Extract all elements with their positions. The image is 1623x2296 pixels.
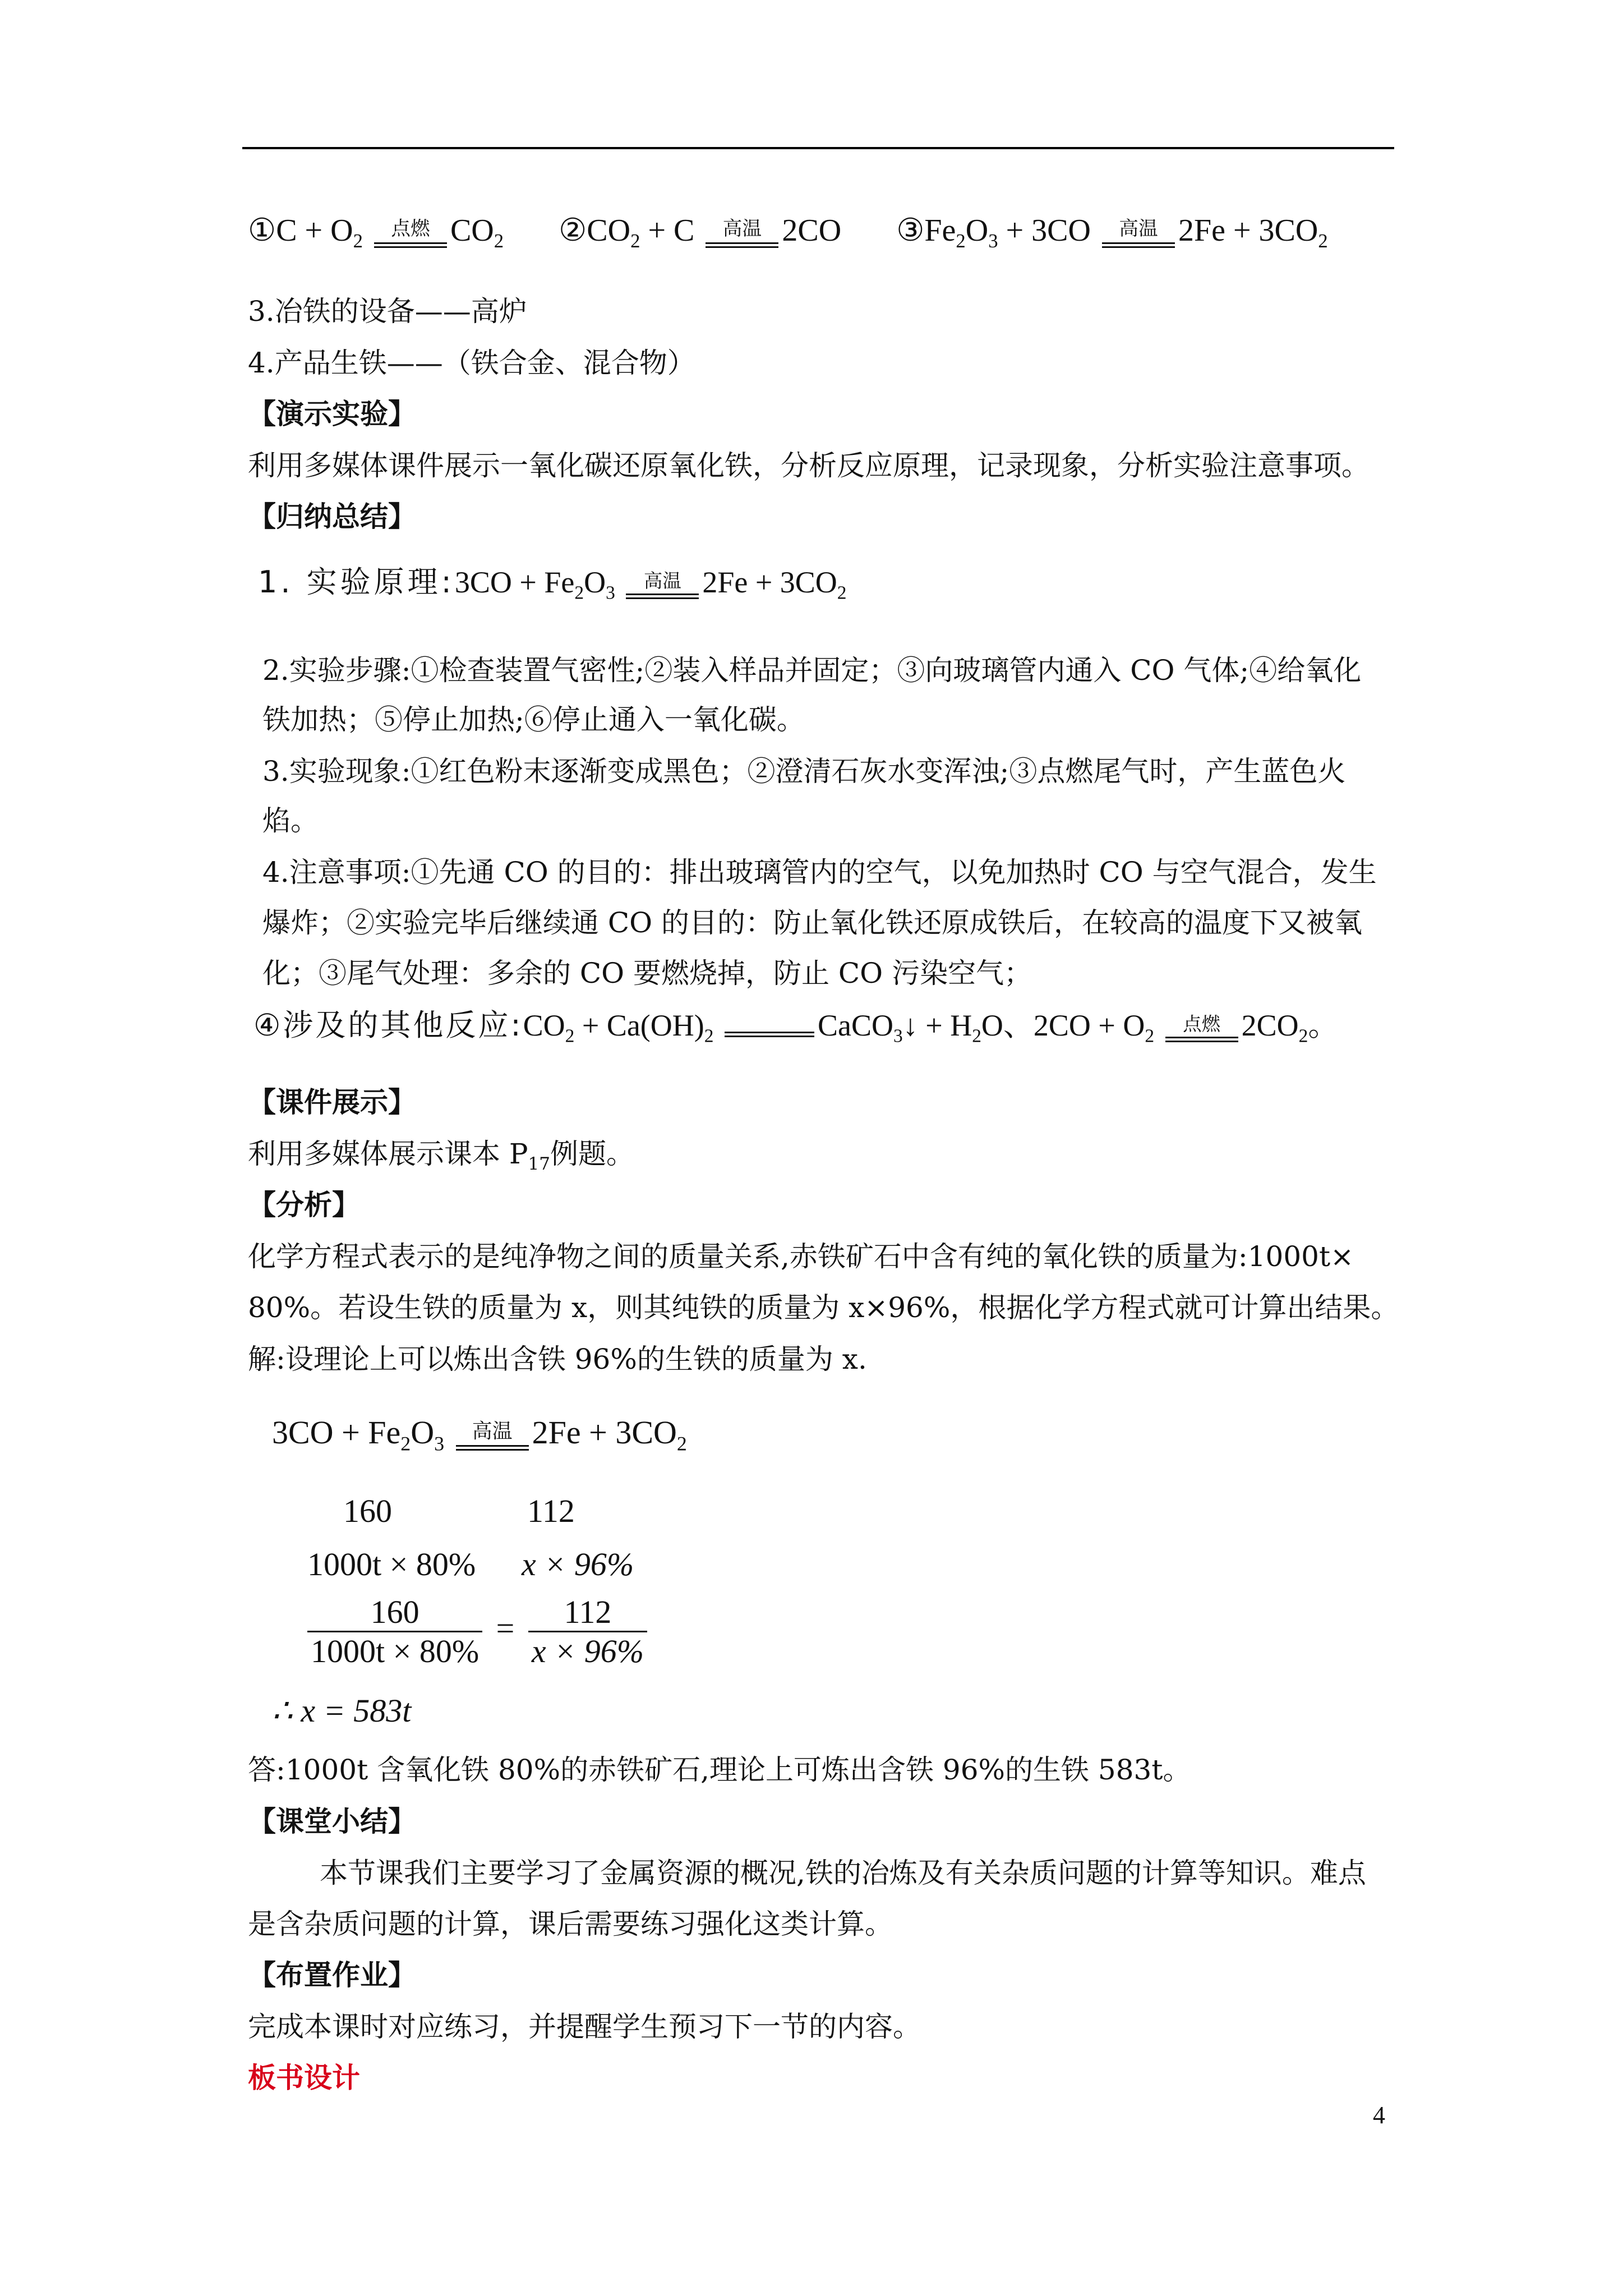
- demo-heading: 【演示实验】: [248, 397, 416, 430]
- class-summary-heading: 【课堂小结】: [248, 1805, 416, 1838]
- calc-result: ∴ x = 583t: [272, 1692, 412, 1729]
- notes-line-3: 化；③尾气处理：多余的 CO 要燃烧掉，防止 CO 污染空气；: [262, 957, 1032, 990]
- homework-heading: 【布置作业】: [248, 1958, 416, 1991]
- calc-quantity-ore: 1000t × 80%: [307, 1546, 476, 1582]
- header-rule: [242, 147, 1394, 149]
- analysis-line-3: 解:设理论上可以炼出含铁 96%的生铁的质量为 x.: [248, 1343, 867, 1375]
- equation-3: $③Fe_2O_3 + 3CO$ 高温 $2Fe + 3CO_2$: [896, 213, 1328, 252]
- summary-heading: 【归纳总结】: [248, 500, 416, 533]
- notes-line-1: 4.注意事项:①先通 CO 的目的：排出玻璃管内的空气，以免加热时 CO 与空气混合，发生: [262, 856, 1377, 889]
- answer: 答:1000t 含氧化铁 80%的赤铁矿石,理论上可炼出含铁 96%的生铁 583t。: [248, 1754, 1191, 1786]
- other-reactions: ④涉及的其他反应$:CO_2 + Ca(OH)_2$ CaCO$_3$↓ + $H_2O$、$2CO + O_2$ 点燃 $2CO_2$。: [253, 1007, 1339, 1047]
- analysis-line-2: 80%。若设生铁的质量为 x，则其纯铁的质量为 x×96%，根据化学方程式就可计算出结果。: [248, 1291, 1399, 1324]
- principle-equation: 1. 实验原理:3CO + $Fe_2O_3$ 高温 $2Fe + 3CO_2$: [258, 564, 847, 604]
- analysis-heading: 【分析】: [248, 1188, 360, 1221]
- equation-1: ①C + $O_2$ 点燃 $CO_2$: [248, 213, 504, 252]
- analysis-line-1: 化学方程式表示的是纯净物之间的质量关系,赤铁矿石中含有纯的氧化铁的质量为:1000t×: [248, 1240, 1354, 1273]
- item-3: 3.冶铁的设备——高炉: [248, 295, 527, 328]
- calc-mass-fe2o3: 160: [343, 1493, 392, 1529]
- calc-equation: $3CO + Fe_2O_3$ 高温 $2Fe + 3CO_2$: [272, 1414, 687, 1455]
- phenomena-line-1: 3.实验现象:①红色粉末逐渐变成黑色；②澄清石灰水变浑浊;③点燃尾气时，产生蓝色火: [262, 755, 1346, 788]
- demo-text: 利用多媒体课件展示一氧化碳还原氧化铁，分析反应原理，记录现象，分析实验注意事项。: [248, 449, 1370, 482]
- equations-row: [248, 212, 1328, 252]
- calc-mass-fe: 112: [527, 1493, 575, 1529]
- homework-text: 完成本课时对应练习，并提醒学生预习下一节的内容。: [248, 2010, 921, 2043]
- page-number: 4: [1373, 2101, 1385, 2129]
- equation-2: $②CO_2 + C$ 高温 2CO: [559, 213, 842, 252]
- calc-proportion: $\frac{160}{1000t \times 80\%}$ = $\frac{112}{x \times 96\%}$: [307, 1593, 647, 1670]
- class-summary-line-2: 是含杂质问题的计算，课后需要练习强化这类计算。: [248, 1908, 893, 1940]
- courseware-text: 利用多媒体展示课本 $P_{17}$例题。: [248, 1138, 634, 1174]
- steps-line-2: 铁加热；⑤停止加热;⑥停止通入一氧化碳。: [262, 703, 805, 736]
- calc-quantity-iron: x × 96%: [522, 1546, 634, 1582]
- courseware-heading: 【课件展示】: [248, 1085, 416, 1119]
- item-4: 4.产品生铁——（铁合金、混合物）: [248, 347, 695, 379]
- phenomena-line-2: 焰。: [262, 804, 319, 837]
- class-summary-line-1: 本节课我们主要学习了金属资源的概况,铁的冶炼及有关杂质问题的计算等知识。难点: [320, 1857, 1366, 1889]
- notes-line-2: 爆炸；②实验完毕后继续通 CO 的目的：防止氧化铁还原成铁后，在较高的温度下又被氧: [262, 907, 1363, 939]
- board-design-title: 板书设计: [248, 2061, 360, 2094]
- steps-line-1: 2.实验步骤:①检查装置气密性;②装入样品并固定；③向玻璃管内通入 CO 气体;④给氧化: [262, 654, 1362, 687]
